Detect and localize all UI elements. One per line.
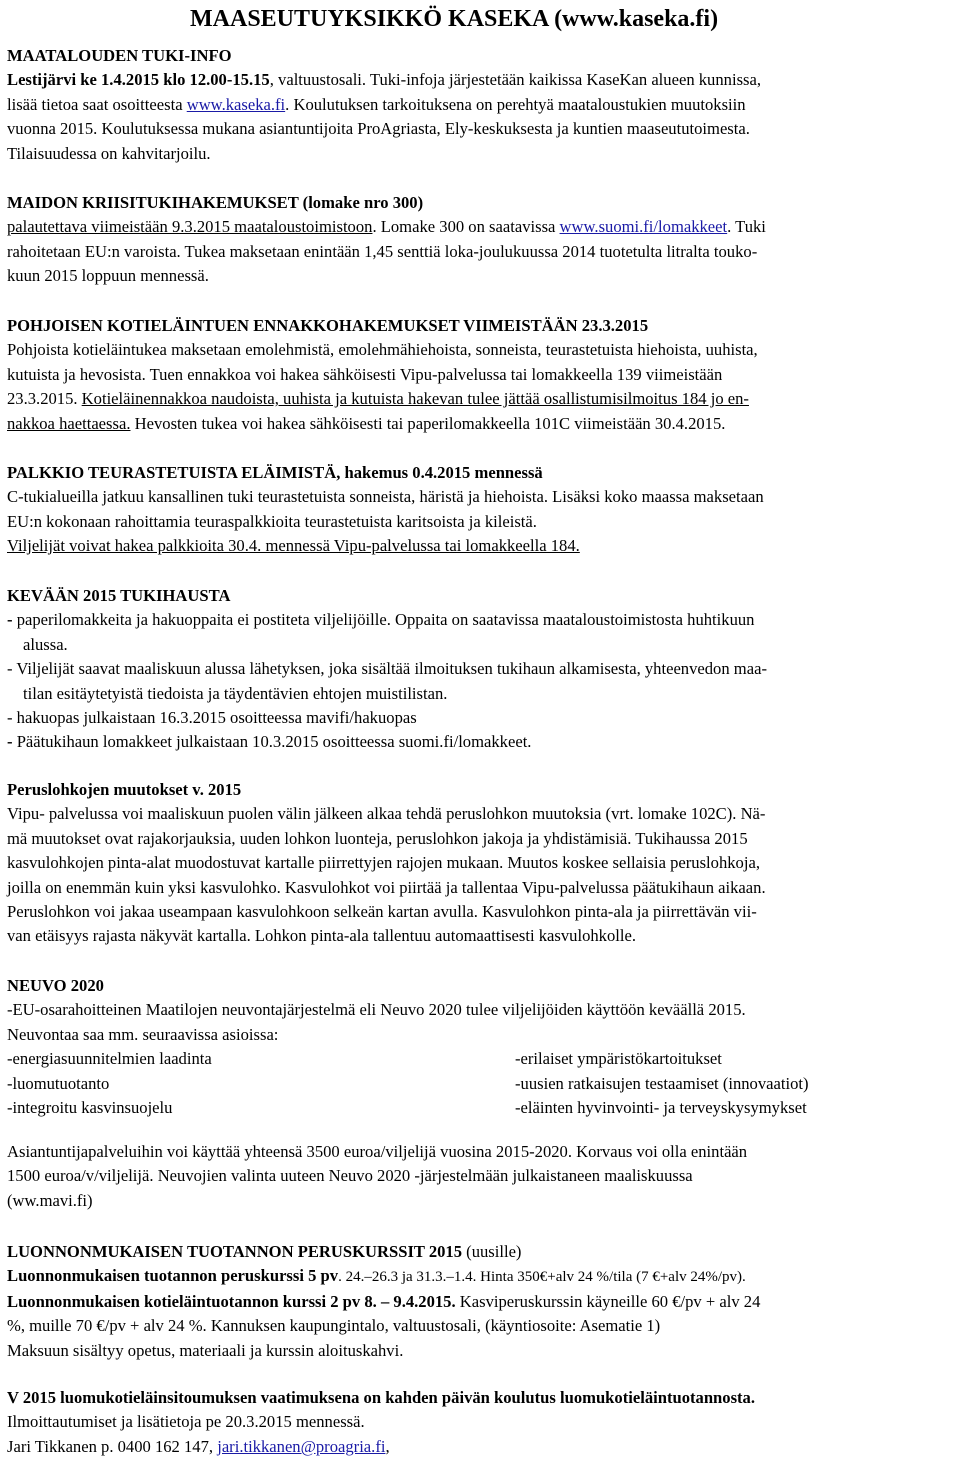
text: (uusille): [462, 1242, 522, 1261]
section-peruslohkot: [7, 778, 953, 949]
page-title: MAASEUTUYKSIKKÖ KASEKA (www.kaseka.fi): [190, 6, 719, 32]
text: lisää tietoa saat osoitteesta: [7, 94, 187, 114]
text: kuun 2015 loppuun mennessä.: [7, 266, 209, 286]
list-item-cont: tilan esitäytetyistä tiedoista ja täydentävien ehtojen muistilistan.: [23, 683, 448, 703]
text: -EU-osarahoitteinen Maatilojen neuvontajärjestelmä eli Neuvo 2020 tulee viljelijöiden käyttöön keväällä 2015.: [7, 1000, 746, 1020]
section-heading: MAATALOUDEN TUKI-INFO: [7, 46, 232, 65]
section-heading: POHJOISEN KOTIELÄINTUEN ENNAKKOHAKEMUKSET VIIMEISTÄÄN 23.3.2015: [7, 316, 649, 335]
text: rahoitetaan EU:n varoista. Tukea maksetaan enintään 1,45 senttiä loka-joulukuussa 2014 tuotetulta litralta touko-: [7, 241, 758, 261]
list-item: -luomutuotanto: [7, 1073, 110, 1093]
text: ,: [385, 1436, 390, 1456]
text: vuonna 2015. Koulutuksessa mukana asiantuntijoita ProAgriasta, Ely-keskuksesta ja kuntien maaseututoimesta.: [7, 119, 750, 139]
text: kutuista ja hevosista. Tuen ennakkoa voi hakea sähköisesti Vipu-palvelussa tai lomakkeella 139 viimeistään: [7, 364, 723, 384]
underlined-text: Viljelijät voivat hakea palkkioita 30.4. mennessä Vipu-palvelussa tai lomakkeella 184.: [7, 536, 580, 556]
list-item: paperilomakkeita ja hakuoppaita ei postiteta viljelijöille. Oppaita on saatavissa maataloustoimistosta huhtikuun: [16, 610, 755, 630]
text: Pohjoista kotieläintukea maksetaan emolehmistä, emolehmähiehoista, sonneista, teurastetuista hiehoista, uuhista,: [7, 340, 758, 360]
section-heading: Peruslohkojen muutokset v. 2015: [7, 780, 242, 799]
underlined-text: Kotieläinennakkoa naudoista, uuhista ja kutuista hakevan tulee jättää osallistumisilmoitus 184 jo en-: [81, 389, 749, 409]
list-item: -uusien ratkaisujen testaamiset (innovaatiot): [515, 1073, 809, 1093]
section-palkkio: [7, 461, 953, 559]
kaseka-link[interactable]: www.kaseka.fi: [186, 94, 286, 114]
course-details: Kasviperuskurssin käyneille 60 €/pv + alv 24: [455, 1291, 761, 1311]
email-link[interactable]: jari.tikkanen@proagria.fi: [217, 1436, 386, 1456]
list-item: Päätukihaun lomakkeet julkaistaan 10.3.2015 osoitteessa suomi.fi/lomakkeet.: [16, 732, 532, 752]
section-neuvo-2020: [7, 974, 953, 1120]
list-item-cont: alussa.: [23, 634, 68, 654]
text: %, muille 70 €/pv + alv 24 %. Kannuksen kaupungintalo, valtuustosali, (käyntiosoite: Asematie 1): [7, 1316, 661, 1336]
text: van etäisyys rajasta näkyvät kartalla. Lohkon pinta-ala tallentuu automaattisesti kasvulohkolle.: [7, 926, 636, 946]
text: Tilaisuudessa on kahvitarjoilu.: [7, 143, 211, 163]
text: Peruslohkon voi jakaa useampaan kasvulohkoon selkeän kartan avulla. Kasvulohkon pinta-ala ja piirrettävän vii-: [7, 902, 757, 922]
text: EU:n kokonaan rahoittamia teuraspalkkioita teurastetuista karitsoista ja kileistä.: [7, 511, 537, 531]
text: mä muutokset ovat rajakorjauksia, uuden lohkon luonteja, peruslohkon jakoja ja yhdistämisiä. Tukihaussa 2015: [7, 828, 748, 848]
bullet-dash: -: [7, 732, 17, 752]
deadline-text: palautettava viimeistään 9.3.2015 maataloustoimistoon: [7, 217, 373, 237]
text: , valtuustosali. Tuki-infoja järjestetään kaikissa KaseKan alueen kunnissa,: [269, 70, 761, 90]
text: kasvulohkojen pinta-alat muodostuvat kartalle piirrettyjen rajojen mukaan. Muutos koskee sellaisia peruslohkoja,: [7, 853, 760, 873]
list-item: -eläinten hyvinvointi- ja terveyskysymykset: [515, 1098, 807, 1118]
list-item: - Viljelijät saavat maaliskuun alussa lähetyksen, joka sisältää ilmoituksen tukihaun alkamisesta, yhteenvedon maa-: [7, 659, 767, 679]
section-heading: V 2015 luomukotieläinsitoumuksen vaatimuksena on kahden päivän koulutus luomukotieläintuotannosta.: [7, 1388, 756, 1407]
topics-list: [7, 1047, 953, 1120]
section-heading: KEVÄÄN 2015 TUKIHAUSTA: [7, 586, 231, 605]
section-kotielaintuki: [7, 314, 953, 436]
text: C-tukialueilla jatkuu kansallinen tuki teurastetuista sonneista, häristä ja hiehoista. Lisäksi koko maassa maksetaan: [7, 487, 764, 507]
course-name: Luonnonmukaisen tuotannon peruskurssi 5 pv: [7, 1266, 339, 1286]
text: Maksuun sisältyy opetus, materiaali ja kurssin aloituskahvi.: [7, 1340, 404, 1360]
course-details: . 24.–26.3 ja 31.3.–1.4. Hinta 350€+alv 24 %/tila (7 €+alv 24%/pv).: [338, 1269, 746, 1286]
text: Hevosten tukea voi hakea sähköisesti tai paperilomakkeella 101C viimeistään 30.4.2015.: [130, 413, 726, 433]
text: (ww.mavi.fi): [7, 1190, 93, 1210]
section-heading: MAIDON KRIISITUKIHAKEMUKSET (lomake nro 300): [7, 193, 424, 212]
text: 1500 euroa/v/viljelijä. Neuvojien valinta uuteen Neuvo 2020 -järjestelmään julkaistaneen maaliskuussa: [7, 1166, 693, 1186]
section-heading: LUONNONMUKAISEN TUOTANNON PERUSKURSSIT 2015: [7, 1242, 463, 1261]
section-luomukurssit: [7, 1240, 953, 1363]
text: Asiantuntijapalveluihin voi käyttää yhteensä 3500 euroa/viljelijä vuosina 2015-2020. Korvaus voi olla enintään: [7, 1142, 748, 1161]
neuvo-details: [7, 1140, 953, 1213]
text: . Koulutuksen tarkoituksena on perehtyä maataloustukien muutoksiin: [285, 94, 746, 114]
course-name: Luonnonmukaisen kotieläintuotannon kurssi 2 pv 8. – 9.4.2015.: [7, 1291, 456, 1311]
text: . Tuki: [727, 217, 766, 237]
bullet-dash: -: [7, 610, 17, 630]
section-tukihaku: [7, 584, 953, 755]
list-item: -erilaiset ympäristökartoitukset: [515, 1049, 722, 1069]
text: 23.3.2015.: [7, 389, 82, 409]
text: . Lomake 300 on saatavissa: [372, 217, 560, 237]
section-tuki-info: [7, 44, 953, 166]
text: joilla on enemmän kuin yksi kasvulohko. Kasvulohkot voi piirtää ja tallentaa Vipu-palvelussa päätukihaun aikaan.: [7, 877, 766, 897]
text: Neuvontaa saa mm. seuraavissa asioissa:: [7, 1024, 279, 1044]
lomakkeet-link[interactable]: www.suomi.fi/lomakkeet: [559, 217, 728, 237]
section-heading: PALKKIO TEURASTETUISTA ELÄIMISTÄ, hakemus 0.4.2015 mennessä: [7, 463, 543, 482]
list-item: -energiasuunnitelmien laadinta: [7, 1049, 212, 1069]
list-item: - hakuopas julkaistaan 16.3.2015 osoitteessa mavifi/hakuopas: [7, 708, 417, 728]
section-ilmoittautuminen: [7, 1386, 953, 1459]
text: Ilmoittautumiset ja lisätietoja pe 20.3.2015 mennessä.: [7, 1412, 365, 1432]
contact-text: Jari Tikkanen p. 0400 162 147,: [7, 1436, 218, 1456]
event-datetime: Lestijärvi ke 1.4.2015 klo 12.00-15.15: [7, 70, 270, 90]
list-item: -integroitu kasvinsuojelu: [7, 1098, 173, 1118]
section-heading: NEUVO 2020: [7, 976, 104, 995]
underlined-text: nakkoa haettaessa.: [7, 413, 131, 433]
text: Vipu- palvelussa voi maaliskuun puolen välin jälkeen alkaa tehdä peruslohkon muutoksia (vrt. lomake 102C). Nä-: [7, 804, 766, 824]
section-maidon-kriisituki: [7, 191, 953, 289]
